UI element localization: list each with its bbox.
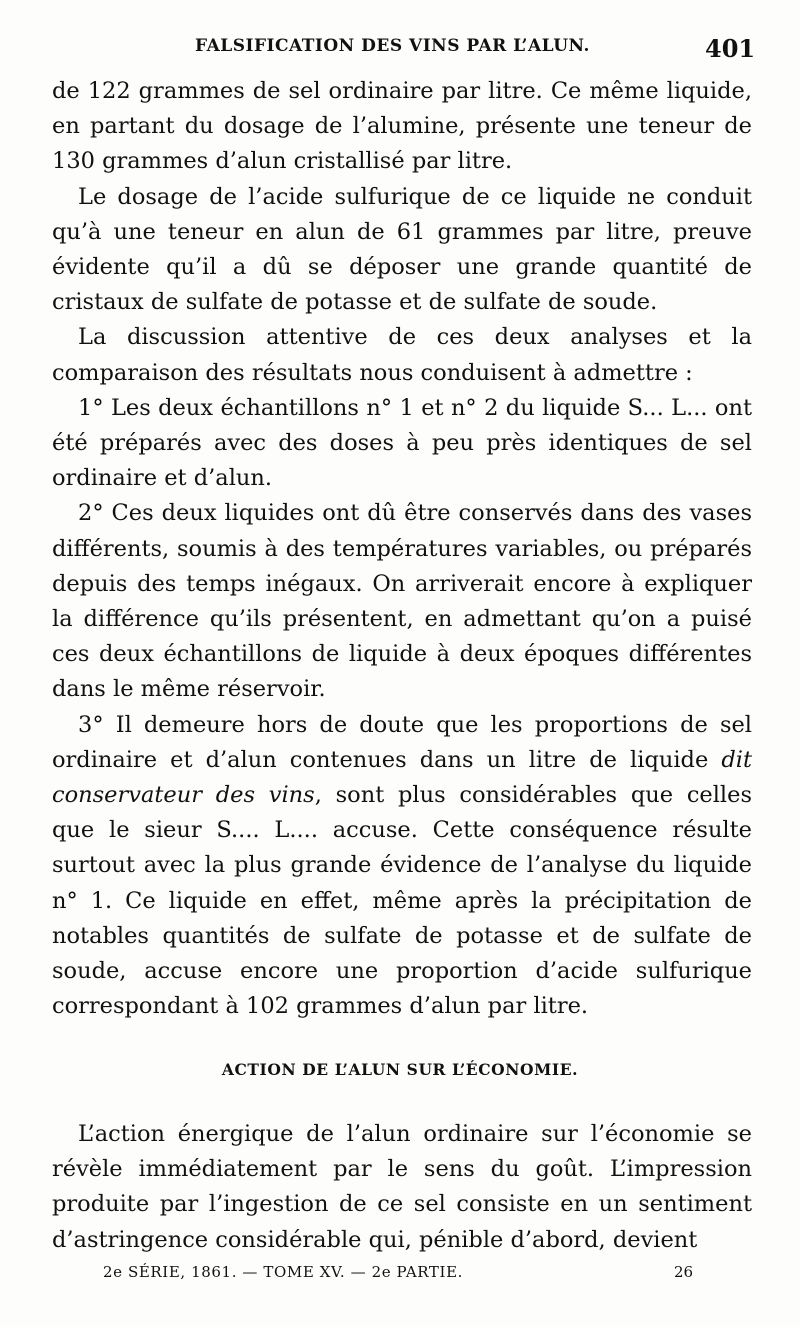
point-3-italic-term: dit conservateur des vins: [52, 746, 752, 809]
footer-series: 2e SÉRIE, 1861. — TOME XV. — 2e PARTIE.: [103, 1263, 463, 1281]
paragraph-point-2: 2° Ces deux liquides ont dû être conservés dans des vases différents, soumis à des températures variables, ou préparés depuis des temps inégaux. On arriverait encore à expliquer la différence qu’ils présentent, en admettant qu’on a puisé ces deux échantillons de liquide à deux époques différentes dans le même réservoir.: [52, 500, 752, 703]
footer-signature-mark: 26: [674, 1263, 694, 1281]
page-footer: [0, 1263, 800, 1287]
running-head: [0, 34, 800, 64]
section-text: [52, 1117, 752, 1258]
paragraph-sulfuric-dosage: Le dosage de l’acide sulfurique de ce liquide ne conduit qu’à une teneur en alun de 61 grammes par litre, preuve évidente qu’il a dû se déposer une grande quantité de cristaux de sulfate de potasse et de sulfate de soude.: [52, 183, 752, 316]
section-heading: ACTION DE L’ALUN SUR L’ÉCONOMIE.: [221, 1060, 579, 1079]
page-number: 401: [705, 34, 756, 63]
main-text: [52, 74, 752, 1024]
point-3-text-start: 3° Il demeure hors de doute que les proportions de sel ordinaire et d’alun contenues dans un litre de liquide: [52, 711, 752, 773]
paragraph-continuation: de 122 grammes de sel ordinaire par litre. Ce même liquide, en partant du dosage de l’alumine, présente une teneur de 130 grammes d’alun cristallisé par litre.: [52, 78, 752, 175]
paragraph-point-3: [52, 708, 752, 1025]
paragraph-point-1: 1° Les deux échantillons n° 1 et n° 2 du liquide S... L... ont été préparés avec des doses à peu près identiques de sel ordinaire et d’alun.: [52, 394, 752, 492]
paragraph-discussion: La discussion attentive de ces deux analyses et la comparaison des résultats nous conduisent à admettre :: [52, 324, 752, 386]
point-3-text-end: , sont plus considérables que celles que le sieur S.... L.... accuse. Cette conséquence résulte surtout avec la plus grande évidence de l’analyse du liquide n° 1. Ce liquide en effet, même après la précipitation de notables quantités de sulfate de potasse et de sulfate de soude, accuse encore une proportion d’acide sulfurique correspondant à 102 grammes d’alun par litre.: [52, 782, 752, 1020]
paragraph-alun-action: L’action énergique de l’alun ordinaire sur l’économie se révèle immédiatement par le sens du goût. L’impression produite par l’ingestion de ce sel consiste en un sentiment d’astringence considérable qui, pénible d’abord, devient: [52, 1121, 752, 1253]
running-title: FALSIFICATION DES VINS PAR L’ALUN.: [195, 36, 590, 56]
